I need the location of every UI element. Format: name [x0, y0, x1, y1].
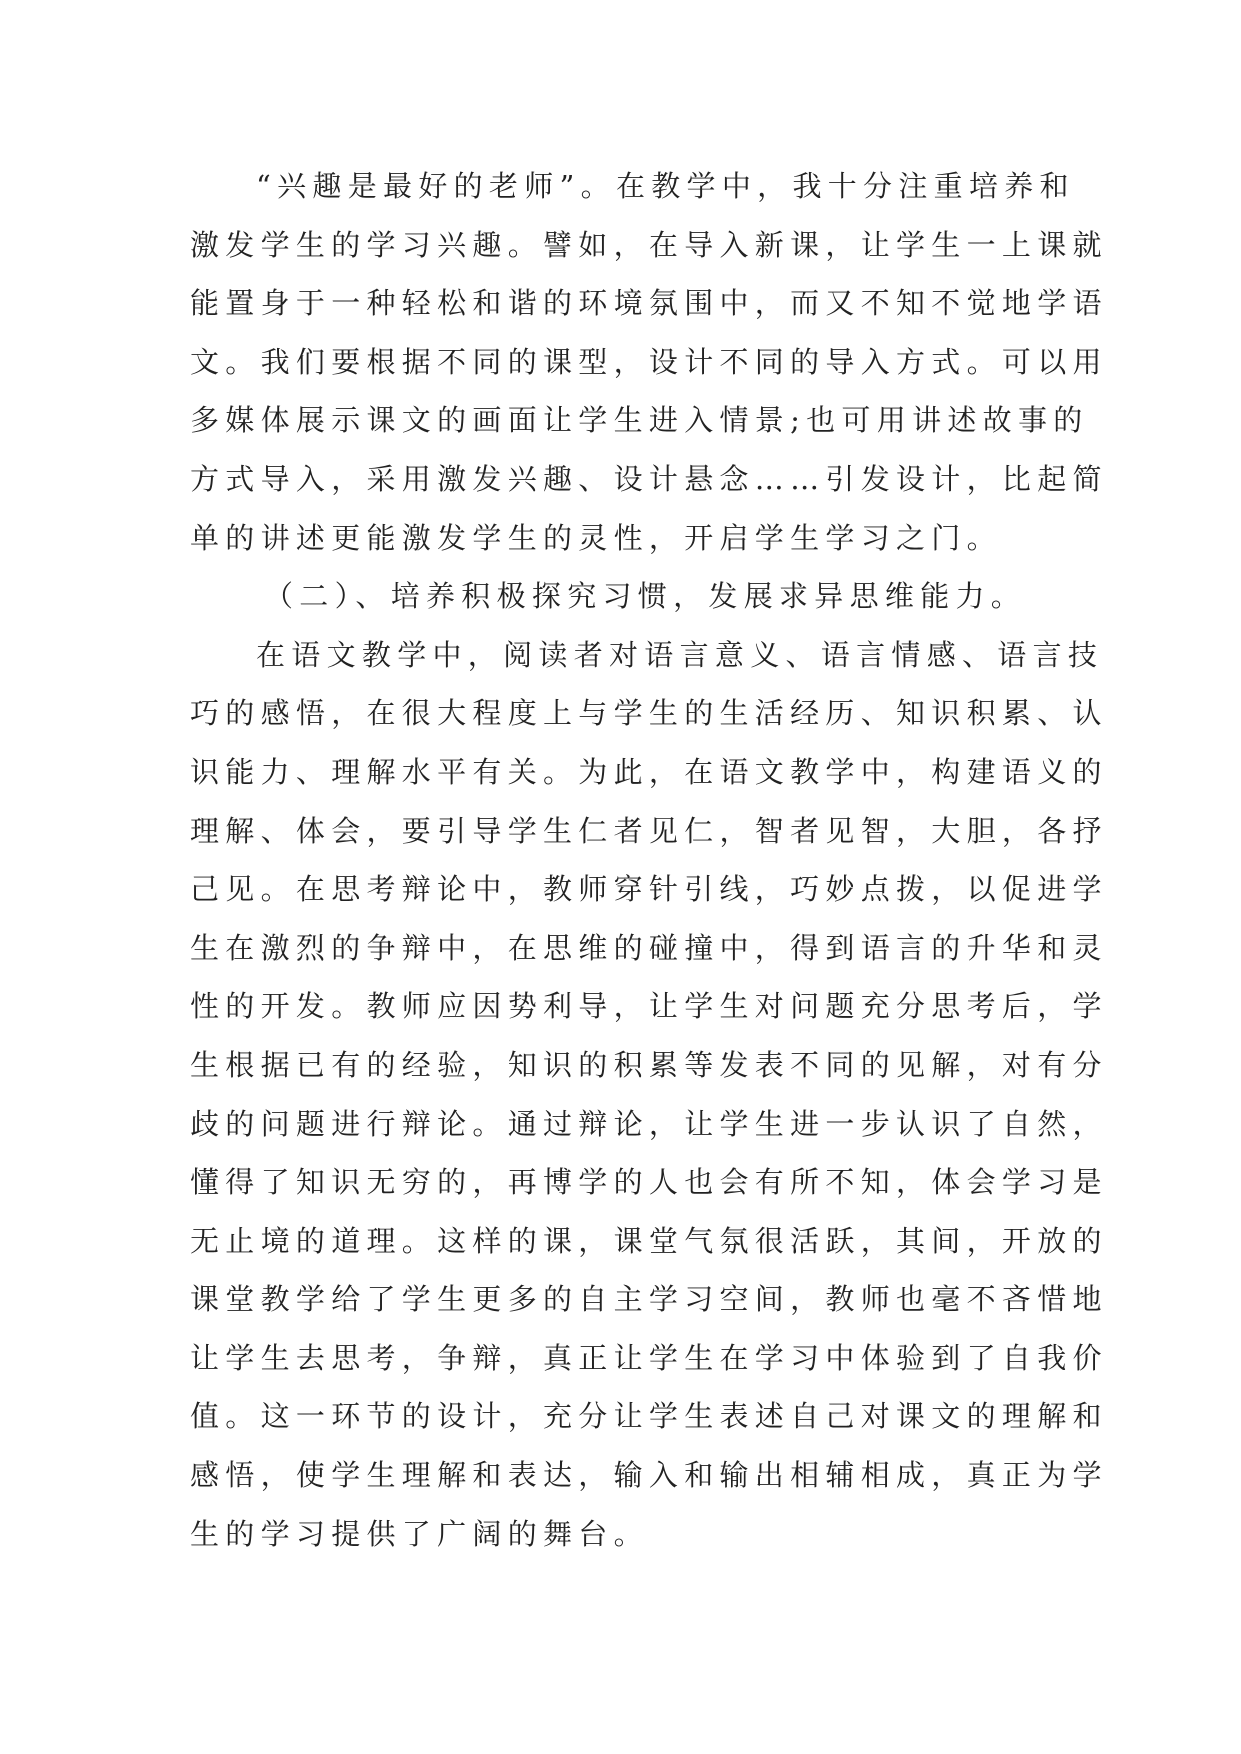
- paragraph-2-line-12: 课堂教学给了学生更多的自主学习空间，教师也毫不吝惜地: [190, 1282, 1108, 1317]
- paragraph-1-line-3: 能置身于一种轻松和谐的环境氛围中，而又不知不觉地学语: [190, 286, 1108, 321]
- paragraph-2-line-7: 性的开发。教师应因势利导，让学生对问题充分思考后，学: [190, 989, 1108, 1024]
- paragraph-1-line-5: 多媒体展示课文的画面让学生进入情景;也可用讲述故事的: [190, 403, 1089, 438]
- paragraph-1-line-7: 单的讲述更能激发学生的灵性，开启学生学习之门。: [190, 520, 1002, 555]
- document-body: [190, 157, 1108, 1563]
- paragraph-2-line-13: 让学生去思考，争辩，真正让学生在学习中体验到了自我价: [190, 1340, 1108, 1375]
- section-heading: （二）、培养积极探究习惯，发展求异思维能力。: [264, 579, 1027, 614]
- paragraph-2-line-16: 生的学习提供了广阔的舞台。: [190, 1516, 649, 1551]
- paragraph-2-line-3: 识能力、理解水平有关。为此，在语文教学中，构建语义的: [190, 754, 1108, 789]
- paragraph-2-line-4: 理解、体会，要引导学生仁者见仁，智者见智，大胆，各抒: [190, 813, 1108, 848]
- paragraph-2-line-6: 生在激烈的争辩中，在思维的碰撞中，得到语言的升华和灵: [190, 930, 1108, 965]
- paragraph-1-line-4: 文。我们要根据不同的课型，设计不同的导入方式。可以用: [190, 344, 1108, 379]
- paragraph-2-line-15: 感悟，使学生理解和表达，输入和输出相辅相成，真正为学: [190, 1458, 1108, 1493]
- paragraph-2-line-8: 生根据已有的经验，知识的积累等发表不同的见解，对有分: [190, 1047, 1108, 1082]
- paragraph-2-line-2: 巧的感悟，在很大程度上与学生的生活经历、知识积累、认: [190, 696, 1108, 731]
- paragraph-1-line-2: 激发学生的学习兴趣。譬如，在导入新课，让学生一上课就: [190, 227, 1108, 262]
- paragraph-2-line-9: 歧的问题进行辩论。通过辩论，让学生进一步认识了自然，: [190, 1106, 1108, 1141]
- paragraph-2-line-5: 己见。在思考辩论中，教师穿针引线，巧妙点拨，以促进学: [190, 872, 1108, 907]
- paragraph-2-line-1: 在语文教学中，阅读者对语言意义、语言情感、语言技: [256, 637, 1104, 672]
- paragraph-1-line-1: “兴趣是最好的老师”。在教学中，我十分注重培养和: [256, 169, 1075, 203]
- paragraph-2-line-11: 无止境的道理。这样的课，课堂气氛很活跃，其间，开放的: [190, 1223, 1108, 1258]
- paragraph-2-line-10: 懂得了知识无穷的，再博学的人也会有所不知，体会学习是: [190, 1165, 1108, 1200]
- paragraph-2-line-14: 值。这一环节的设计，充分让学生表述自己对课文的理解和: [190, 1399, 1108, 1434]
- paragraph-1-line-6: 方式导入，采用激发兴趣、设计悬念……引发设计，比起简: [190, 461, 1108, 496]
